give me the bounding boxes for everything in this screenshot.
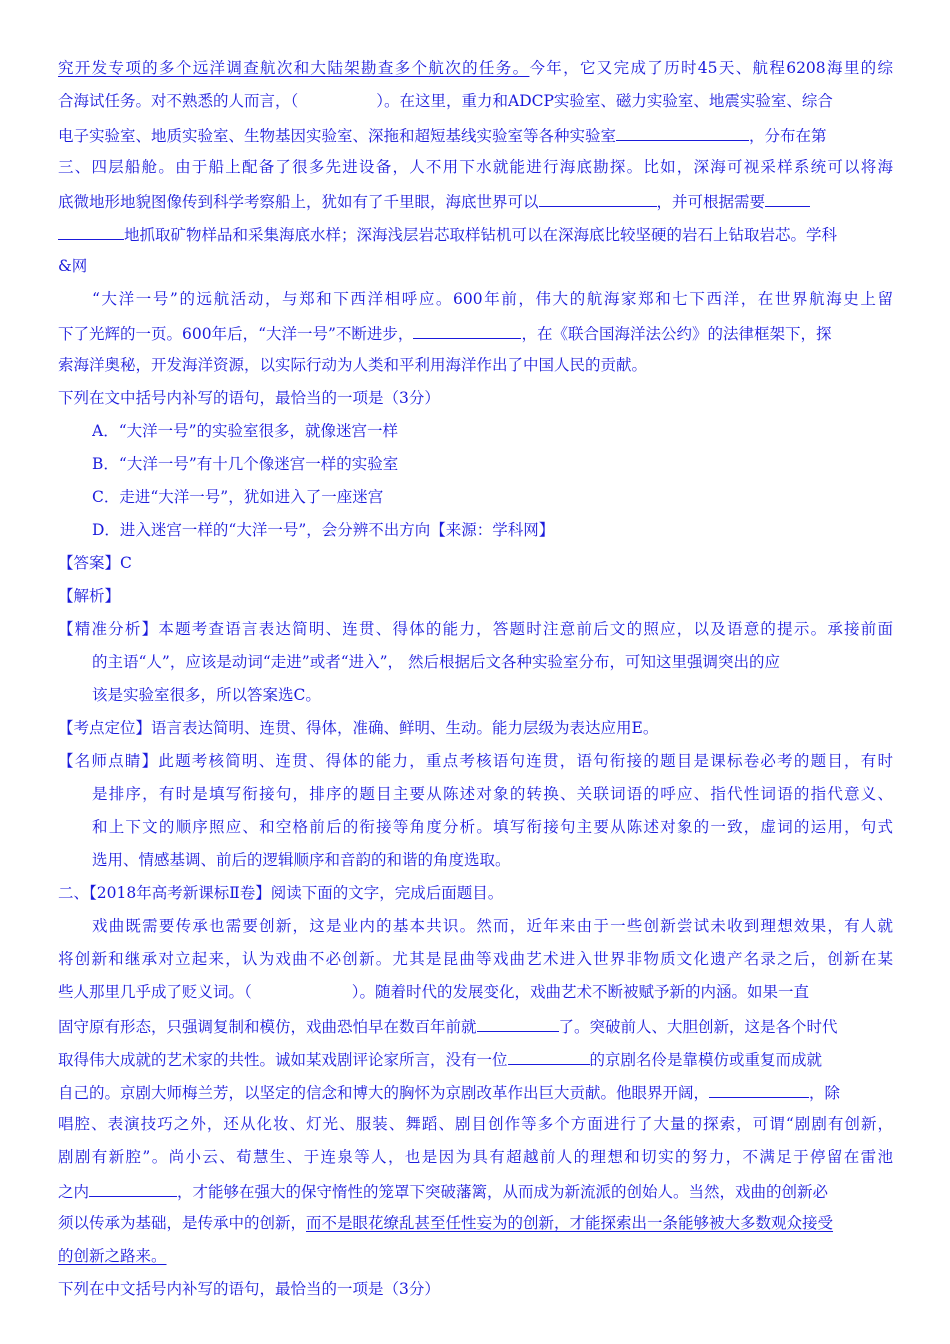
section2-line-6: 自己的。京剧大师梅兰芳，以坚定的信念和博大的胸怀为京剧改革作出巨大贡献。他眼界开阔， ，除: [58, 1081, 893, 1103]
passage1-line-3: 电子实验室、地质实验室、生物基因实验室、深拖和超短基线实验室等各种实验室 ，分布在第: [58, 124, 893, 146]
option-c: C．走进“大洋一号”，犹如进入了一座迷宫: [92, 488, 384, 506]
passage1-line-9: 下了光辉的一页。600年后，“大洋一号”不断进步， ，在《联合国海洋法公约》的法律框架下，探: [58, 322, 893, 344]
passage1-line-7: &网: [58, 257, 88, 275]
teacher-note-1: 【名师点睛】此题考核简明、连贯、得体的能力，重点考核语句连贯，语句衔接的题目是课标卷必考的题目，有时: [58, 752, 893, 770]
section2-heading: 二、【2018年高考新课标Ⅱ卷】阅读下面的文字，完成后面题目。: [58, 884, 504, 902]
passage1-line-5: 底微地形地貌图像传到科学考察船上，犹如有了千里眼，海底世界可以 ，并可根据需要: [58, 190, 893, 212]
section2-prompt: 下列在中文括号内补写的语句，最恰当的一项是（3分）: [58, 1280, 440, 1298]
answer: 【答案】C: [58, 554, 132, 572]
section2-line-4: 固守原有形态，只强调复制和模仿，戏曲恐怕早在数百年前就 了。突破前人、大胆创新，这是各个时代: [58, 1015, 893, 1037]
passage1-line-1: 究开发专项的多个远洋调查航次和大陆架勘查多个航次的任务。今年，它又完成了历时45天、航程6208海里的综: [58, 59, 893, 77]
precise-analysis-3: 该是实验室很多，所以答案选C。: [92, 686, 321, 704]
section2-line-7: 唱腔、表演技巧之外，还从化妆、灯光、服装、舞蹈、剧目创作等多个方面进行了大量的探索，可谓“剧剧有创新，: [58, 1115, 893, 1133]
fill-blank: [508, 1048, 590, 1065]
passage1-line-10: 索海洋奥秘，开发海洋资源，以实际行动为人类和平利用海洋作出了中国人民的贡献。: [58, 356, 648, 374]
fill-blank: [539, 190, 657, 207]
teacher-note-2: 是排序，有时是填写衔接句，排序的题目主要从陈述对象的转换、关联词语的呼应、指代性词语的指代意义、: [92, 785, 893, 803]
fill-blank: [709, 1081, 809, 1098]
fill-blank: [58, 223, 124, 240]
analysis-heading: 【解析】: [58, 587, 121, 605]
fill-blank: [89, 1180, 177, 1197]
passage1-line-2: 合海试任务。对不熟悉的人而言，（ ）。在这里，重力和ADCP实验室、磁力实验室、地震实验室、综合: [58, 92, 833, 110]
passage1-line-8: “大洋一号”的远航活动，与郑和下西洋相呼应。600年前，伟大的航海家郑和七下西洋，在世界航海史上留: [92, 290, 893, 308]
precise-analysis-1: 【精准分析】本题考查语言表达简明、连贯、得体的能力，答题时注意前后文的照应，以及语意的提示。承接前面: [58, 620, 893, 638]
section2-line-3: 些人那里几乎成了贬义词。（ ）。随着时代的发展变化，戏曲艺术不断被赋予新的内涵。如果一直: [58, 983, 810, 1001]
section2-line-1: 戏曲既需要传承也需要创新，这是业内的基本共识。然而，近年来由于一些创新尝试未收到理想效果，有人就: [92, 917, 893, 935]
precise-analysis-2: 的主语“人”，应该是动词“走进”或者“进入”， 然后根据后文各种实验室分布，可知这里强调突出的应: [92, 653, 780, 671]
section2-line-2: 将创新和继承对立起来，认为戏曲不必创新。尤其是昆曲等戏曲艺术进入世界非物质文化遗产名录之后，创新在某: [58, 950, 893, 968]
teacher-note-3: 和上下文的顺序照应、和空格前后的衔接等角度分析。填写衔接句主要从陈述对象的一致，虚词的运用，句式: [92, 818, 893, 836]
fill-blank: [413, 322, 521, 339]
fill-blank: [477, 1015, 559, 1032]
option-a: A．“大洋一号”的实验室很多，就像迷宫一样: [92, 422, 399, 440]
section2-line-10: 须以传承为基础，是传承中的创新，而不是眼花缭乱甚至任性妄为的创新，才能探索出一条能够被大多数观众接受: [58, 1214, 834, 1232]
section2-line-11: 的创新之路来。: [58, 1247, 167, 1265]
fill-blank: [616, 124, 749, 141]
section2-line-9: 之内 ，才能够在强大的保守惰性的笼罩下突破藩篱，从而成为新流派的创始人。当然，戏曲的创新必: [58, 1180, 893, 1202]
passage1-line-6: 地抓取矿物样品和采集海底水样；深海浅层岩芯取样钻机可以在深海底比较坚硬的岩石上钻取岩芯。学科: [58, 223, 893, 245]
fill-blank: [765, 190, 810, 207]
teacher-note-4: 选用、情感基调、前后的逻辑顺序和音韵的和谐的角度选取。: [92, 851, 511, 869]
section2-line-5: 取得伟大成就的艺术家的共性。诚如某戏剧评论家所言，没有一位 的京剧名伶是靠模仿或重复而成就: [58, 1048, 893, 1070]
option-d: D．进入迷宫一样的“大洋一号”，会分辨不出方向【来源：学科网】: [92, 521, 555, 539]
passage1-line-4: 三、四层船舱。由于船上配备了很多先进设备，人不用下水就能进行海底勘探。比如，深海可视采样系统可以将海: [58, 158, 893, 176]
section2-line-8: 剧剧有新腔”。尚小云、荀慧生、于连泉等人，也是因为具有超越前人的理想和切实的努力，不满足于停留在雷池: [58, 1148, 893, 1166]
knowledge-point: 【考点定位】语言表达简明、连贯、得体，准确、鲜明、生动。能力层级为表达应用E。: [58, 719, 659, 737]
question1-prompt: 下列在文中括号内补写的语句，最恰当的一项是（3分）: [58, 389, 440, 407]
option-b: B．“大洋一号”有十几个像迷宫一样的实验室: [92, 455, 399, 473]
